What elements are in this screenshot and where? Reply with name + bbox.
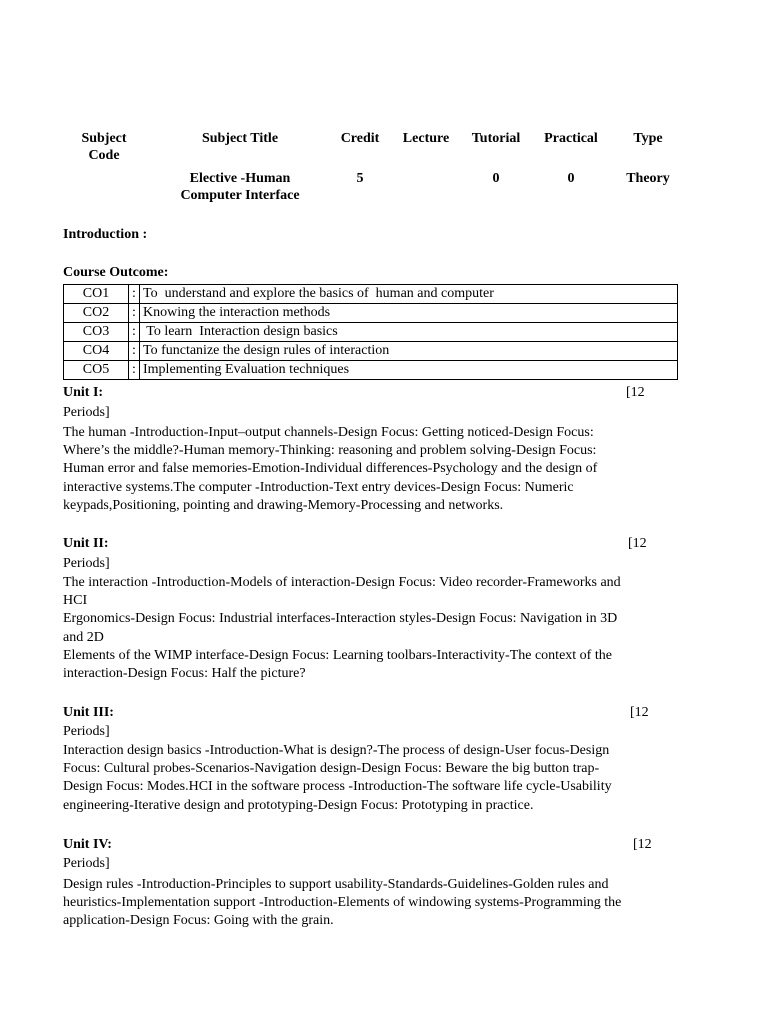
text-line: interaction-Design Focus: Half the picture? (63, 666, 306, 682)
unit-2-description (63, 574, 683, 683)
co-separator: : (129, 323, 140, 342)
credit-value: 5 (356, 171, 364, 186)
course-outcome-label: Course Outcome: (63, 265, 169, 280)
unit-3-description (63, 742, 683, 815)
unit-2-title: Unit II: (63, 536, 109, 551)
co-id: CO4 (64, 342, 129, 361)
text-line: Human error and false memories-Emotion-Individual differences-Psychology and the design of (63, 461, 598, 477)
practical-value: 0 (567, 171, 575, 186)
text-line: The human -Introduction-Input–output channels-Design Focus: Getting noticed-Design Focus: (63, 425, 594, 440)
co-id: CO1 (64, 285, 129, 304)
header-tutorial: Tutorial (471, 131, 521, 146)
text-line: Design Focus: Modes.HCI in the software process -Introduction-The software life cycle-Usability (63, 779, 612, 795)
co-id: CO2 (64, 304, 129, 323)
unit-3-periods-close: Periods] (63, 724, 110, 739)
course-outcome-row (64, 285, 678, 304)
unit-3-periods-open: [12 (630, 705, 649, 720)
text-line: Ergonomics-Design Focus: Industrial interfaces-Interaction styles-Design Focus: Navigation in 3D (63, 611, 618, 627)
co-separator: : (129, 361, 140, 380)
unit-2-periods-open: [12 (628, 536, 647, 551)
text-line: and 2D (63, 629, 104, 645)
text-line: Elements of the WIMP interface-Design Focus: Learning toolbars-Interactivity-The context of the (63, 647, 612, 663)
header-type: Type (633, 131, 663, 146)
text-line: heuristics-Implementation support -Introduction-Elements of windowing systems-Programming the (63, 895, 622, 911)
unit-2-periods-close: Periods] (63, 556, 110, 571)
introduction-label: Introduction : (63, 227, 148, 242)
header-practical: Practical (544, 131, 598, 146)
unit-4-title: Unit IV: (63, 837, 112, 852)
text-line: engineering-Iterative design and prototyping-Design Focus: Prototyping in practice. (63, 797, 534, 813)
co-separator: : (129, 342, 140, 361)
course-outcome-row (64, 323, 678, 342)
unit-1-title: Unit I: (63, 385, 104, 400)
co-text: To understand and explore the basics of human and computer (140, 285, 678, 304)
text-line: Interaction design basics -Introduction-What is design?-The process of design-User focus-Design (63, 743, 610, 758)
text-line: keypads,Positioning, pointing and drawing-Memory-Processing and networks. (63, 497, 504, 513)
unit-3-title: Unit III: (63, 705, 114, 720)
header-subject-title: Subject Title (201, 131, 279, 146)
subject-title-value: Elective -Human Computer Interface (180, 171, 300, 203)
tutorial-value: 0 (492, 171, 500, 186)
co-separator: : (129, 304, 140, 323)
unit-4-description (63, 876, 683, 931)
text-line: application-Design Focus: Going with the grain. (63, 913, 334, 929)
text-line: interactive systems.The computer -Introduction-Text entry devices-Design Focus: Numeric (63, 479, 574, 495)
co-id: CO5 (64, 361, 129, 380)
co-text: Implementing Evaluation techniques (140, 361, 678, 380)
co-id: CO3 (64, 323, 129, 342)
type-value: Theory (626, 171, 670, 186)
header-credit: Credit (340, 131, 380, 146)
course-outcome-row (64, 342, 678, 361)
co-separator: : (129, 285, 140, 304)
unit-4-periods-open: [12 (633, 837, 652, 852)
course-outcome-table (63, 284, 678, 380)
header-lecture: Lecture (402, 131, 450, 146)
text-line: Where’s the middle?-Human memory-Thinking: reasoning and problem solving-Design Focus: (63, 443, 597, 459)
co-text: To learn Interaction design basics (140, 323, 678, 342)
unit-1-periods-open: [12 (626, 385, 645, 400)
unit-1-description (63, 424, 683, 515)
co-text: Knowing the interaction methods (140, 304, 678, 323)
course-outcome-row (64, 361, 678, 380)
course-outcome-row (64, 304, 678, 323)
text-line: Focus: Cultural probes-Scenarios-Navigation design-Design Focus: Beware the big button trap- (63, 761, 600, 777)
text-line: The interaction -Introduction-Models of interaction-Design Focus: Video recorder-Frameworks and (63, 575, 621, 590)
co-text: To functanize the design rules of interaction (140, 342, 678, 361)
text-line: HCI (63, 593, 88, 609)
text-line: Design rules -Introduction-Principles to support usability-Standards-Guidelines-Golden rules and (63, 877, 609, 892)
unit-1-periods-close: Periods] (63, 405, 110, 420)
header-subject-code: Subject Code (81, 131, 127, 163)
unit-4-periods-close: Periods] (63, 856, 110, 871)
